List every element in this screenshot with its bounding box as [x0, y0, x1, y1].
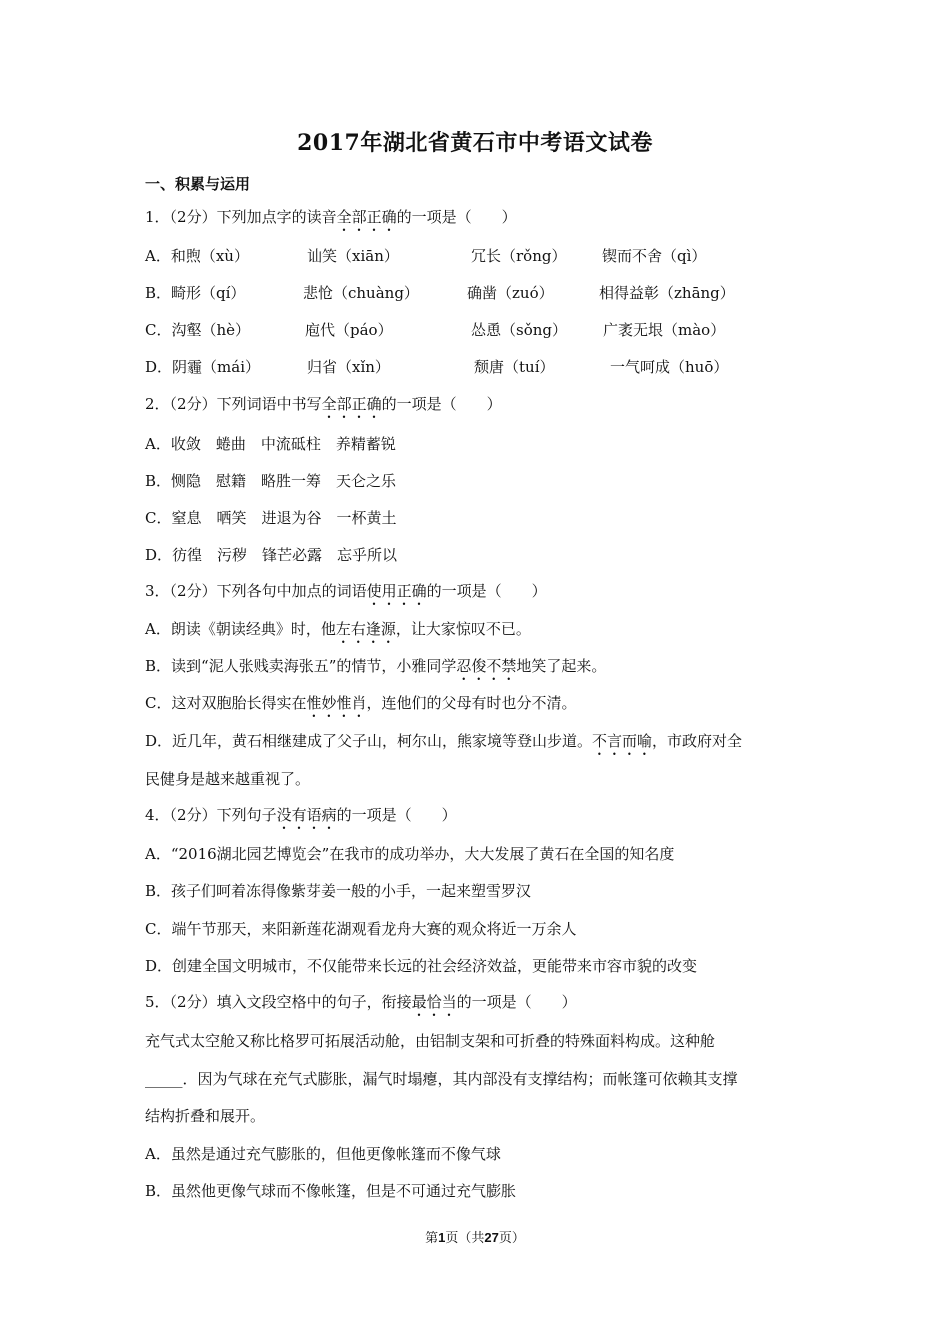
question-3-stem: 3．（2分）下列各句中加点的词语使用正确的一项是（ ） [145, 582, 547, 600]
question-1-option-d: D．阴霾（mái） 归省（xǐn） 颓唐（tuí） 一气呵成（huō） [145, 358, 729, 376]
question-5-passage-line-1: 充气式太空舱又称比格罗可拓展活动舱，由铝制支架和可折叠的特殊面料构成。这种舱 [145, 1032, 716, 1050]
page-title: 2017年湖北省黄石市中考语文试卷 [297, 130, 653, 156]
question-5-passage-line-2: _____．因为气球在充气式膨胀，漏气时塌瘪，其内部没有支撑结构；而帐篷可依赖其支撑 [145, 1070, 738, 1088]
question-2-stem: 2．（2分）下列词语中书写全部正确的一项是（ ） [145, 395, 502, 413]
question-5-option-a: A．虽然是通过充气膨胀的，但他更像帐篷而不像气球 [145, 1145, 501, 1163]
question-3-option-c: C．这对双胞胎长得实在惟妙惟肖，连他们的父母有时也分不清。 [145, 694, 577, 712]
question-4-option-c: C．端午节那天，来阳新莲花湖观看龙舟大赛的观众将近一万余人 [145, 920, 577, 938]
question-5-stem: 5．（2分）填入文段空格中的句子，衔接最恰当的一项是（ ） [145, 993, 577, 1011]
question-1-option-c: C．沟壑（hè） 庖代（páo） 怂恿（sǒng） 广袤无垠（mào） [145, 321, 726, 339]
page-footer: 第1页（共27页） [425, 1230, 525, 1246]
question-1-option-b: B．畸形（qí） 悲怆（chuàng） 确凿（zuó） 相得益彰（zhāng） [145, 284, 735, 302]
question-2-option-b: B．恻隐 慰籍 略胜一筹 天仑之乐 [145, 472, 397, 490]
section-heading: 一、积累与运用 [145, 175, 251, 193]
page-total: 27 [484, 1230, 499, 1245]
question-3-option-b: B．读到“泥人张贱卖海张五”的情节，小雅同学忍俊不禁地笑了起来。 [145, 657, 607, 675]
question-5-passage-line-3: 结构折叠和展开。 [145, 1107, 266, 1125]
question-3-option-d: D．近几年，黄石相继建成了父子山，柯尔山，熊家境等登山步道。不言而喻，市政府对全 [145, 732, 743, 750]
question-3-option-d-continued: 民健身是越来越重视了。 [145, 770, 311, 788]
question-1-stem: 1．（2分）下列加点字的读音全部正确的一项是（ ） [145, 208, 517, 226]
question-4-option-b: B．孩子们呵着冻得像紫芽姜一般的小手，一起来塑雪罗汉 [145, 882, 532, 900]
question-2-option-d: D．彷徨 污秽 锋芒必露 忘乎所以 [145, 546, 398, 564]
question-4-option-d: D．创建全国文明城市，不仅能带来长远的社会经济效益，更能带来市容市貌的改变 [145, 957, 698, 975]
question-4-stem: 4．（2分）下列句子没有语病的一项是（ ） [145, 806, 457, 824]
question-2-option-a: A．收敛 蜷曲 中流砥柱 养精蓄锐 [145, 435, 396, 453]
question-5-option-b: B．虽然他更像气球而不像帐篷，但是不可通过充气膨胀 [145, 1182, 517, 1200]
page-number: 1 [438, 1230, 446, 1245]
question-4-option-a: A．“2016湖北园艺博览会”在我市的成功举办，大大发展了黄石在全国的知名度 [145, 845, 675, 863]
question-2-option-c: C．窒息 哂笑 进退为谷 一杯黄土 [145, 509, 397, 527]
question-1-option-a: A．和煦（xù） 讪笑（xiān） 冗长（rǒng） 锲而不舍（qì） [145, 247, 707, 265]
question-3-option-a: A．朗读《朝读经典》时，他左右逢源，让大家惊叹不已。 [145, 620, 531, 638]
